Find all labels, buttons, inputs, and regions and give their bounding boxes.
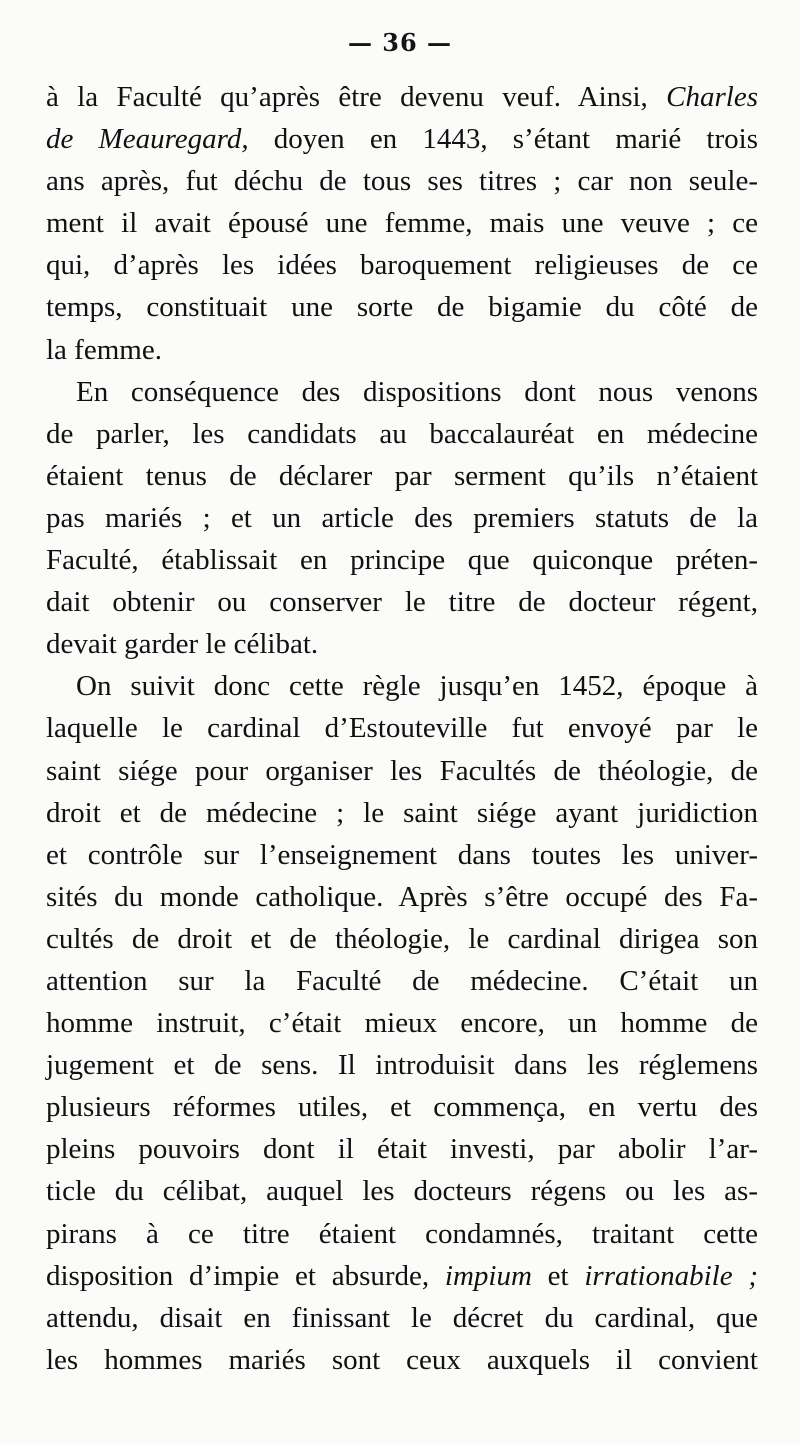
- text-segment: étaient tenus de déclarer par serment qu’ils n’étaient: [46, 459, 758, 492]
- text-segment: temps, constituait une sorte de bigamie du côté de: [46, 291, 758, 324]
- text-segment: plusieurs réformes utiles, et commença, en vertu des: [46, 1091, 758, 1124]
- text-segment: jugement et de sens. Il introduisit dans les réglemens: [46, 1049, 758, 1082]
- text-line: [46, 1213, 758, 1255]
- text-line: [46, 1297, 758, 1339]
- text-line: [46, 160, 758, 202]
- body-text: [46, 76, 758, 1381]
- text-line: [46, 1255, 758, 1297]
- text-segment: dait obtenir ou conserver le titre de docteur régent,: [46, 586, 758, 619]
- text-segment: de parler, les candidats au baccalauréat en médecine: [46, 417, 758, 450]
- text-segment: attendu, disait en finissant le décret du cardinal, que: [46, 1301, 758, 1334]
- text-segment: pirans à ce titre étaient condamnés, traitant cette: [46, 1217, 758, 1250]
- text-line: [46, 1170, 758, 1212]
- text-line: [46, 1128, 758, 1170]
- text-line: [46, 792, 758, 834]
- italic-text: irrationabile ;: [584, 1259, 759, 1292]
- text-line: [46, 1044, 758, 1086]
- text-line: [46, 371, 758, 413]
- text-line: [46, 876, 758, 918]
- text-segment: qui, d’après les idées baroquement religieuses de ce: [46, 249, 758, 282]
- text-segment: En conséquence des dispositions dont nous venons: [76, 375, 758, 408]
- text-line: [46, 581, 758, 623]
- text-segment: doyen en 1443, s’étant marié trois: [248, 123, 758, 156]
- text-line: [46, 202, 758, 244]
- text-segment: à la Faculté qu’après être devenu veuf. Ainsi,: [46, 81, 667, 113]
- page-number: — 36 —: [347, 28, 453, 57]
- text-segment: droit et de médecine ; le saint siége ayant juridiction: [46, 796, 758, 829]
- text-segment: pas mariés ; et un article des premiers statuts de la: [46, 501, 758, 534]
- text-line: [46, 1339, 758, 1381]
- text-segment: et: [531, 1259, 585, 1292]
- text-line: [46, 413, 758, 455]
- text-segment: attention sur la Faculté de médecine. C’était un: [46, 964, 758, 997]
- text-line: [46, 497, 758, 539]
- text-line: [46, 834, 758, 876]
- text-line: [46, 539, 758, 581]
- text-segment: pleins pouvoirs dont il était investi, par abolir l’ar-: [46, 1133, 758, 1166]
- text-line: [46, 750, 758, 792]
- text-segment: et contrôle sur l’enseignement dans toutes les univer-: [46, 838, 758, 871]
- text-line: [46, 286, 758, 328]
- text-line: [46, 623, 758, 665]
- text-segment: les hommes mariés sont ceux auxquels il convient: [46, 1343, 758, 1376]
- text-segment: ticle du célibat, auquel les docteurs régens ou les as-: [46, 1175, 758, 1208]
- italic-text: Charles: [666, 81, 758, 113]
- text-line: [46, 1086, 758, 1128]
- text-line: [46, 707, 758, 749]
- text-segment: ans après, fut déchu de tous ses titres ; car non seule-: [46, 165, 758, 198]
- text-segment: la femme.: [46, 333, 162, 366]
- italic-text: de Meauregard,: [46, 123, 249, 156]
- text-line: [46, 1002, 758, 1044]
- text-segment: homme instruit, c’était mieux encore, un homme de: [46, 1007, 758, 1040]
- text-segment: laquelle le cardinal d’Estouteville fut envoyé par le: [46, 712, 758, 745]
- text-segment: sités du monde catholique. Après s’être occupé des Fa-: [46, 880, 758, 913]
- text-segment: devait garder le célibat.: [46, 628, 319, 661]
- text-segment: ment il avait épousé une femme, mais une veuve ; ce: [46, 207, 758, 240]
- text-segment: saint siége pour organiser les Facultés de théologie, de: [46, 754, 758, 787]
- text-line: [46, 918, 758, 960]
- text-line: [46, 76, 758, 118]
- text-segment: cultés de droit et de théologie, le cardinal dirigea son: [46, 922, 758, 955]
- text-line: [46, 665, 758, 707]
- text-line: [46, 118, 758, 160]
- text-line: [46, 329, 758, 371]
- text-line: [46, 960, 758, 1002]
- text-line: [46, 455, 758, 497]
- italic-text: impium: [444, 1259, 532, 1292]
- text-segment: Faculté, établissait en principe que quiconque préten-: [46, 544, 758, 577]
- text-segment: disposition d’impie et absurde,: [46, 1259, 445, 1292]
- text-line: [46, 244, 758, 286]
- text-segment: On suivit donc cette règle jusqu’en 1452, époque à: [76, 670, 758, 703]
